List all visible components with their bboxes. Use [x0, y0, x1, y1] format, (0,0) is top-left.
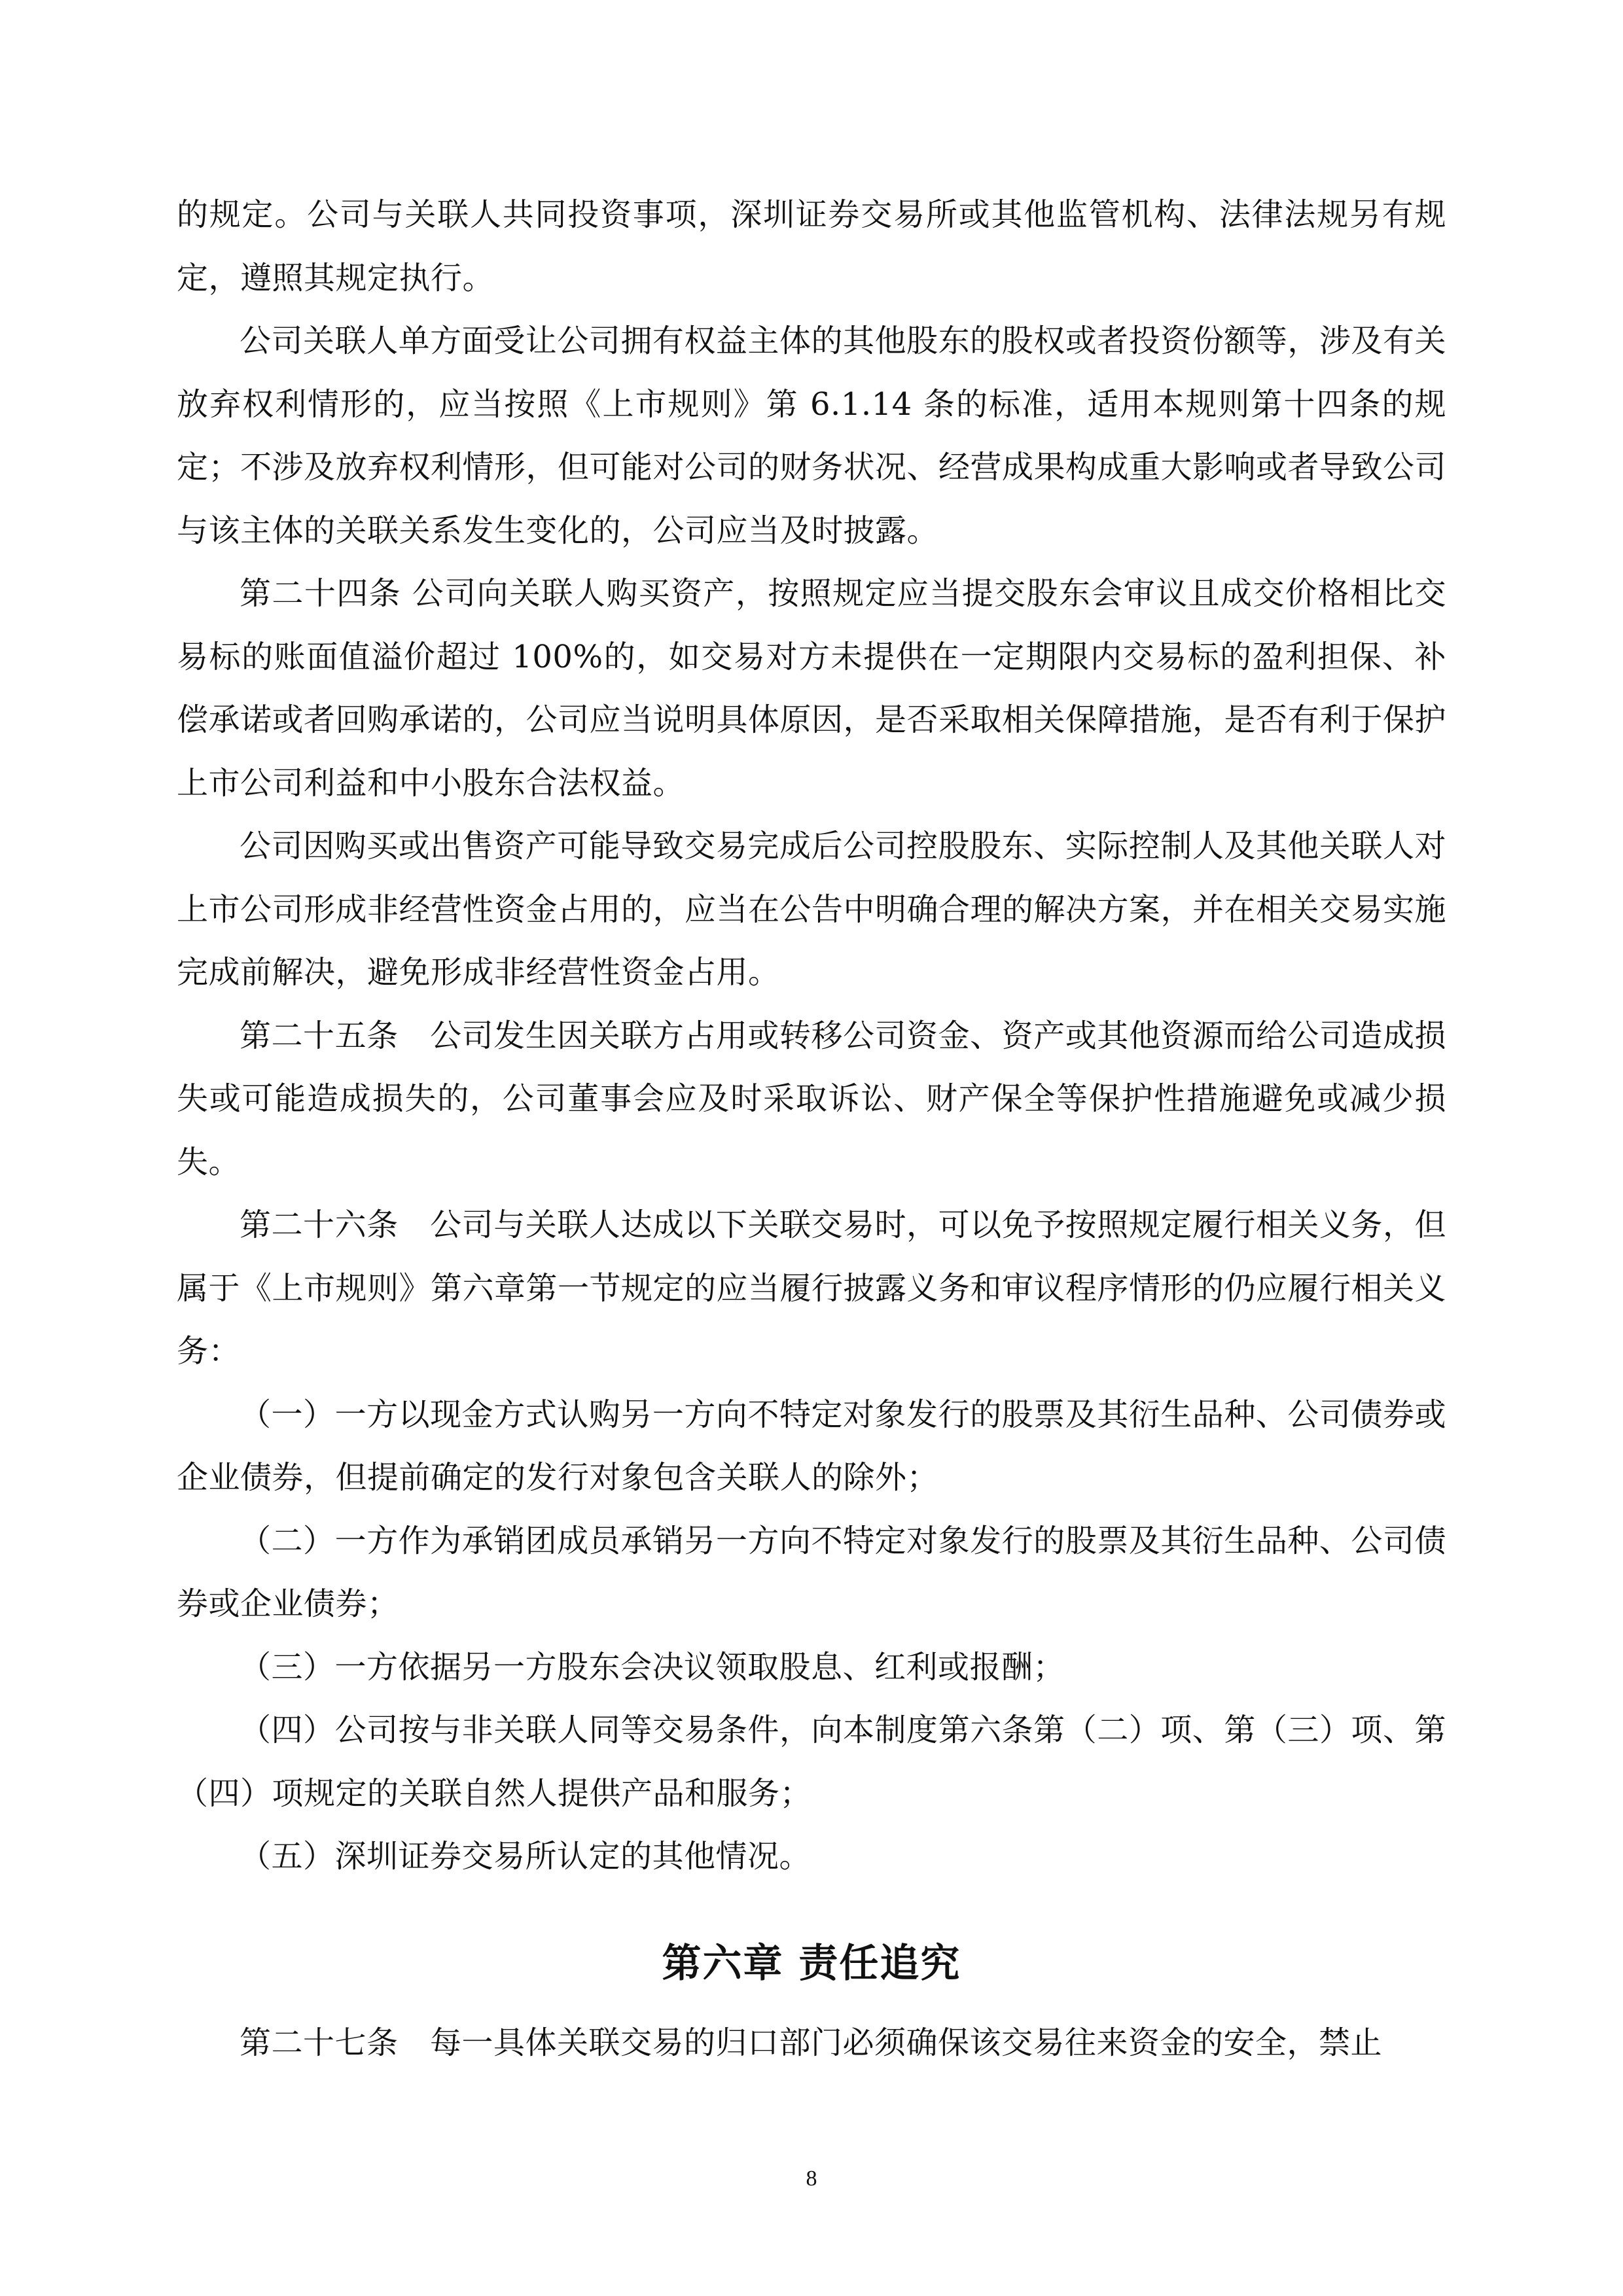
article-26-item-3: （三）一方依据另一方股东会决议领取股息、红利或报酬；	[240, 1648, 1065, 1686]
article-24: 第二十四条 公司向关联人购买资产，按照规定应当提交股东会审议且成交价格相比交易标的账面值溢价超过 100%的，如交易对方未提供在一定期限内交易标的盈利担保、补偿承诺或者回购承诺的，公司应当说明具体原因，是否采取相关保障措施，是否有利于保护上市公司利益和中小股东合法权益。	[177, 575, 1447, 802]
article-26-item-2: （二）一方作为承销团成员承销另一方向不特定对象发行的股票及其衍生品种、公司债券或企业债券；	[177, 1522, 1446, 1622]
article-26-item-4: （四）公司按与非关联人同等交易条件，向本制度第六条第（二）项、第（三）项、第（四）项规定的关联自然人提供产品和服务；	[177, 1712, 1446, 1812]
paragraph-fund-occupation: 公司因购买或出售资产可能导致交易完成后公司控股股东、实际控制人及其他关联人对上市公司形成非经营性资金占用的，应当在公告中明确合理的解决方案，并在相关交易实施完成前解决，避免形成非经营性资金占用。	[177, 828, 1447, 991]
document-body	[177, 183, 1446, 2074]
article-26: 第二十六条 公司与关联人达成以下关联交易时，可以免予按照规定履行相关义务，但属于《上市规则》第六章第一节规定的应当履行披露义务和审议程序情形的仍应履行相关义务：	[177, 1207, 1447, 1369]
page-number: 8	[806, 2166, 817, 2191]
article-26-item-1: （一）一方以现金方式认购另一方向不特定对象发行的股票及其衍生品种、公司债券或企业债券，但提前确定的发行对象包含关联人的除外；	[177, 1396, 1446, 1496]
chapter-title: 第六章 责任追究	[662, 1940, 961, 1987]
paragraph-continuation: 的规定。公司与关联人共同投资事项，深圳证券交易所或其他监管机构、法律法规另有规定，遵照其规定执行。	[177, 196, 1446, 296]
article-26-item-5: （五）深圳证券交易所认定的其他情况。	[240, 1838, 812, 1875]
paragraph-related-party-transfer: 公司关联人单方面受让公司拥有权益主体的其他股东的股权或者投资份额等，涉及有关放弃权利情形的，应当按照《上市规则》第 6.1.14 条的标准，适用本规则第十四条的规定；不涉及放弃权利情形，但可能对公司的财务状况、经营成果构成重大影响或者导致公司与该主体的关联关系发生变化的，公司应当及时披露。	[177, 323, 1447, 549]
article-25: 第二十五条 公司发生因关联方占用或转移公司资金、资产或其他资源而给公司造成损失或可能造成损失的，公司董事会应及时采取诉讼、财产保全等保护性措施避免或减少损失。	[177, 1017, 1446, 1180]
article-27: 第二十七条 每一具体关联交易的归口部门必须确保该交易往来资金的安全，禁止	[240, 2024, 1383, 2061]
